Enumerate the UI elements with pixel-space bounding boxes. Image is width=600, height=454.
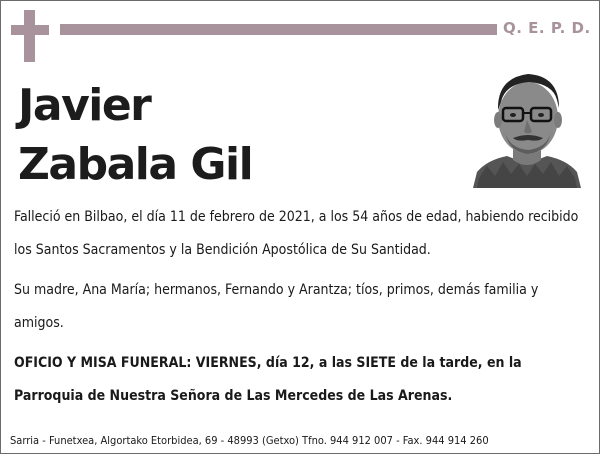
obituary-body bbox=[14, 201, 582, 413]
paragraph-funeral-service: OFICIO Y MISA FUNERAL: VIERNES, día 12, a las SIETE de la tarde, en la Parroquia de Nuestra Señora de Las Mercedes de Las Arenas. bbox=[14, 355, 522, 404]
portrait-photo-icon bbox=[473, 60, 581, 188]
qepd-label: Q. E. P. D. bbox=[503, 19, 591, 37]
deceased-name bbox=[18, 76, 252, 194]
paragraph-family: Su madre, Ana María; hermanos, Fernando y Arantza; tíos, primos, demás familia y amigos. bbox=[14, 282, 539, 331]
header-bar bbox=[60, 24, 497, 35]
funeral-home-footer: Sarria - Funetxea, Algortako Etorbidea, 69 - 48993 (Getxo) Tfno. 944 912 007 - Fax. 944 914 260 bbox=[10, 434, 489, 447]
paragraph-death-notice: Falleció en Bilbao, el día 11 de febrero de 2021, a los 54 años de edad, habiendo recibido los Santos Sacramentos y la Bendición Apostólica de Su Santidad. bbox=[14, 209, 579, 258]
cross-icon bbox=[11, 10, 49, 62]
surnames: Zabala Gil bbox=[18, 139, 253, 190]
first-name: Javier bbox=[18, 80, 151, 131]
portrait-photo bbox=[473, 60, 581, 188]
